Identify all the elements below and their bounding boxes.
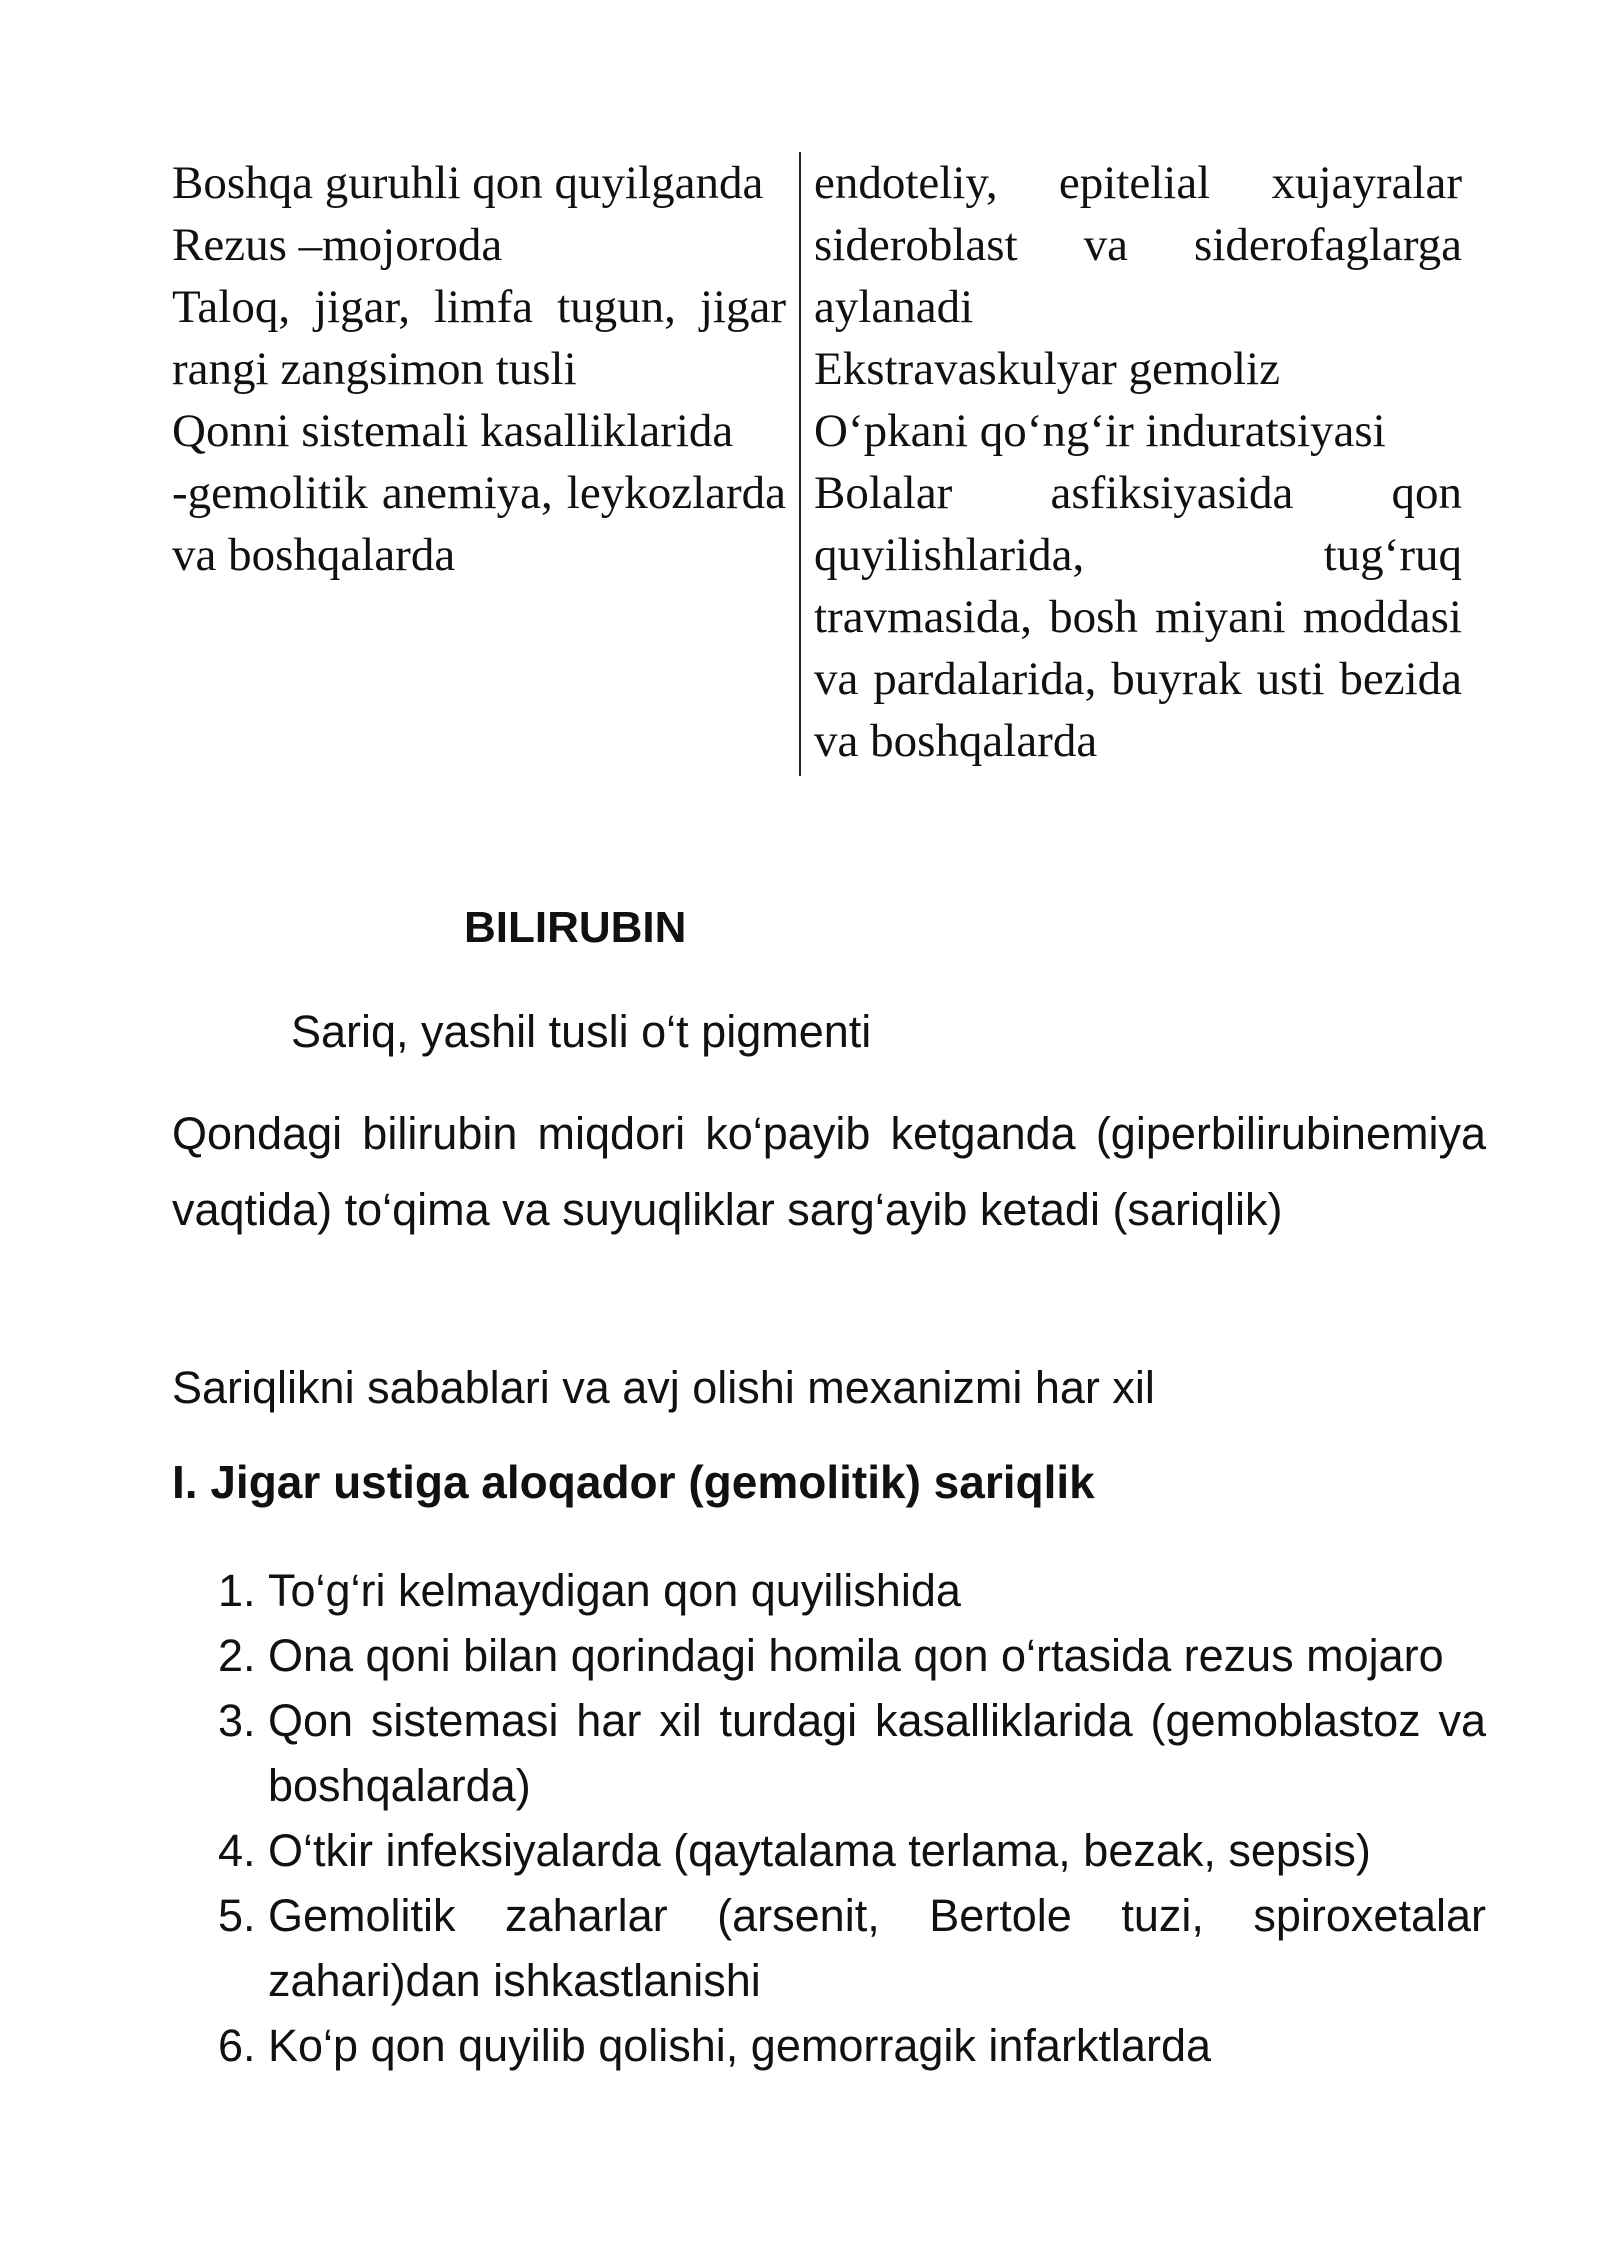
section-heading: BILIRUBIN	[464, 903, 687, 952]
list-item	[172, 1688, 1486, 1818]
list-item-text: O‘tkir infeksiyalarda (qaytalama terlama, bezak, sepsis)	[268, 1825, 1371, 1876]
table-right-row: endoteliy, epitelial xujayralar sideroblast va siderofaglarga aylanadi	[814, 157, 1462, 333]
subsection-title: I. Jigar ustiga aloqador (gemolitik) sariqlik	[172, 1456, 1095, 1508]
list-item-text: Ona qoni bilan qorindagi homila qon o‘rtasida rezus mojaro	[268, 1630, 1444, 1681]
table-left-row: Qonni sistemali kasalliklarida	[172, 405, 734, 457]
table-left-row: -gemolitik anemiya, leykozlarda va boshqalarda	[172, 467, 786, 581]
list-item-text: Ko‘p qon quyilib qolishi, gemorragik infarktlarda	[268, 2020, 1212, 2071]
list-item	[172, 2013, 1486, 2078]
table-right-row: O‘pkani qo‘ng‘ir induratsiyasi	[814, 405, 1386, 457]
list-item	[172, 1883, 1486, 2013]
list-item	[172, 1558, 1486, 1623]
body-paragraph: Qondagi bilirubin miqdori ko‘payib ketganda (giperbilirubinemiya vaqtida) to‘qima va suyuqliklar sarg‘ayib ketadi (sariqlik)	[172, 1108, 1486, 1235]
numbered-list	[172, 1558, 1486, 2078]
list-number: 5.	[218, 1890, 256, 1941]
table-left-row: Boshqa guruhli qon quyilganda	[172, 157, 764, 209]
list-number: 3.	[218, 1695, 256, 1746]
table-left-column	[172, 152, 801, 776]
list-item	[172, 1818, 1486, 1883]
table-left-row: Taloq, jigar, limfa tugun, jigar rangi zangsimon tusli	[172, 281, 786, 395]
list-item	[172, 1623, 1486, 1688]
body-paragraph: Sariqlikni sabablari va avj olishi mexanizmi har xil	[172, 1362, 1155, 1413]
list-number: 1.	[218, 1565, 256, 1616]
list-item-text: To‘g‘ri kelmaydigan qon quyilishida	[268, 1565, 961, 1616]
list-number: 6.	[218, 2020, 256, 2071]
list-number: 4.	[218, 1825, 256, 1876]
table-right-column	[801, 152, 1462, 776]
two-column-table	[172, 152, 1462, 776]
table-right-row: Ekstravaskulyar gemoliz	[814, 343, 1280, 395]
table-right-row: Bolalar asfiksiyasida qon quyilishlarida, tug‘ruq travmasida, bosh miyani moddasi va pardalarida, buyrak usti bezida va boshqalarda	[814, 467, 1462, 767]
subtitle-text: Sariq, yashil tusli o‘t pigmenti	[291, 1006, 872, 1057]
list-item-text: Gemolitik zaharlar (arsenit, Bertole tuzi, spiroxetalar zahari)dan ishkastlanishi	[268, 1890, 1486, 2006]
list-number: 2.	[218, 1630, 256, 1681]
list-item-text: Qon sistemasi har xil turdagi kasalliklarida (gemoblastoz va boshqalarda)	[268, 1695, 1486, 1811]
table-left-row: Rezus –mojoroda	[172, 219, 503, 271]
